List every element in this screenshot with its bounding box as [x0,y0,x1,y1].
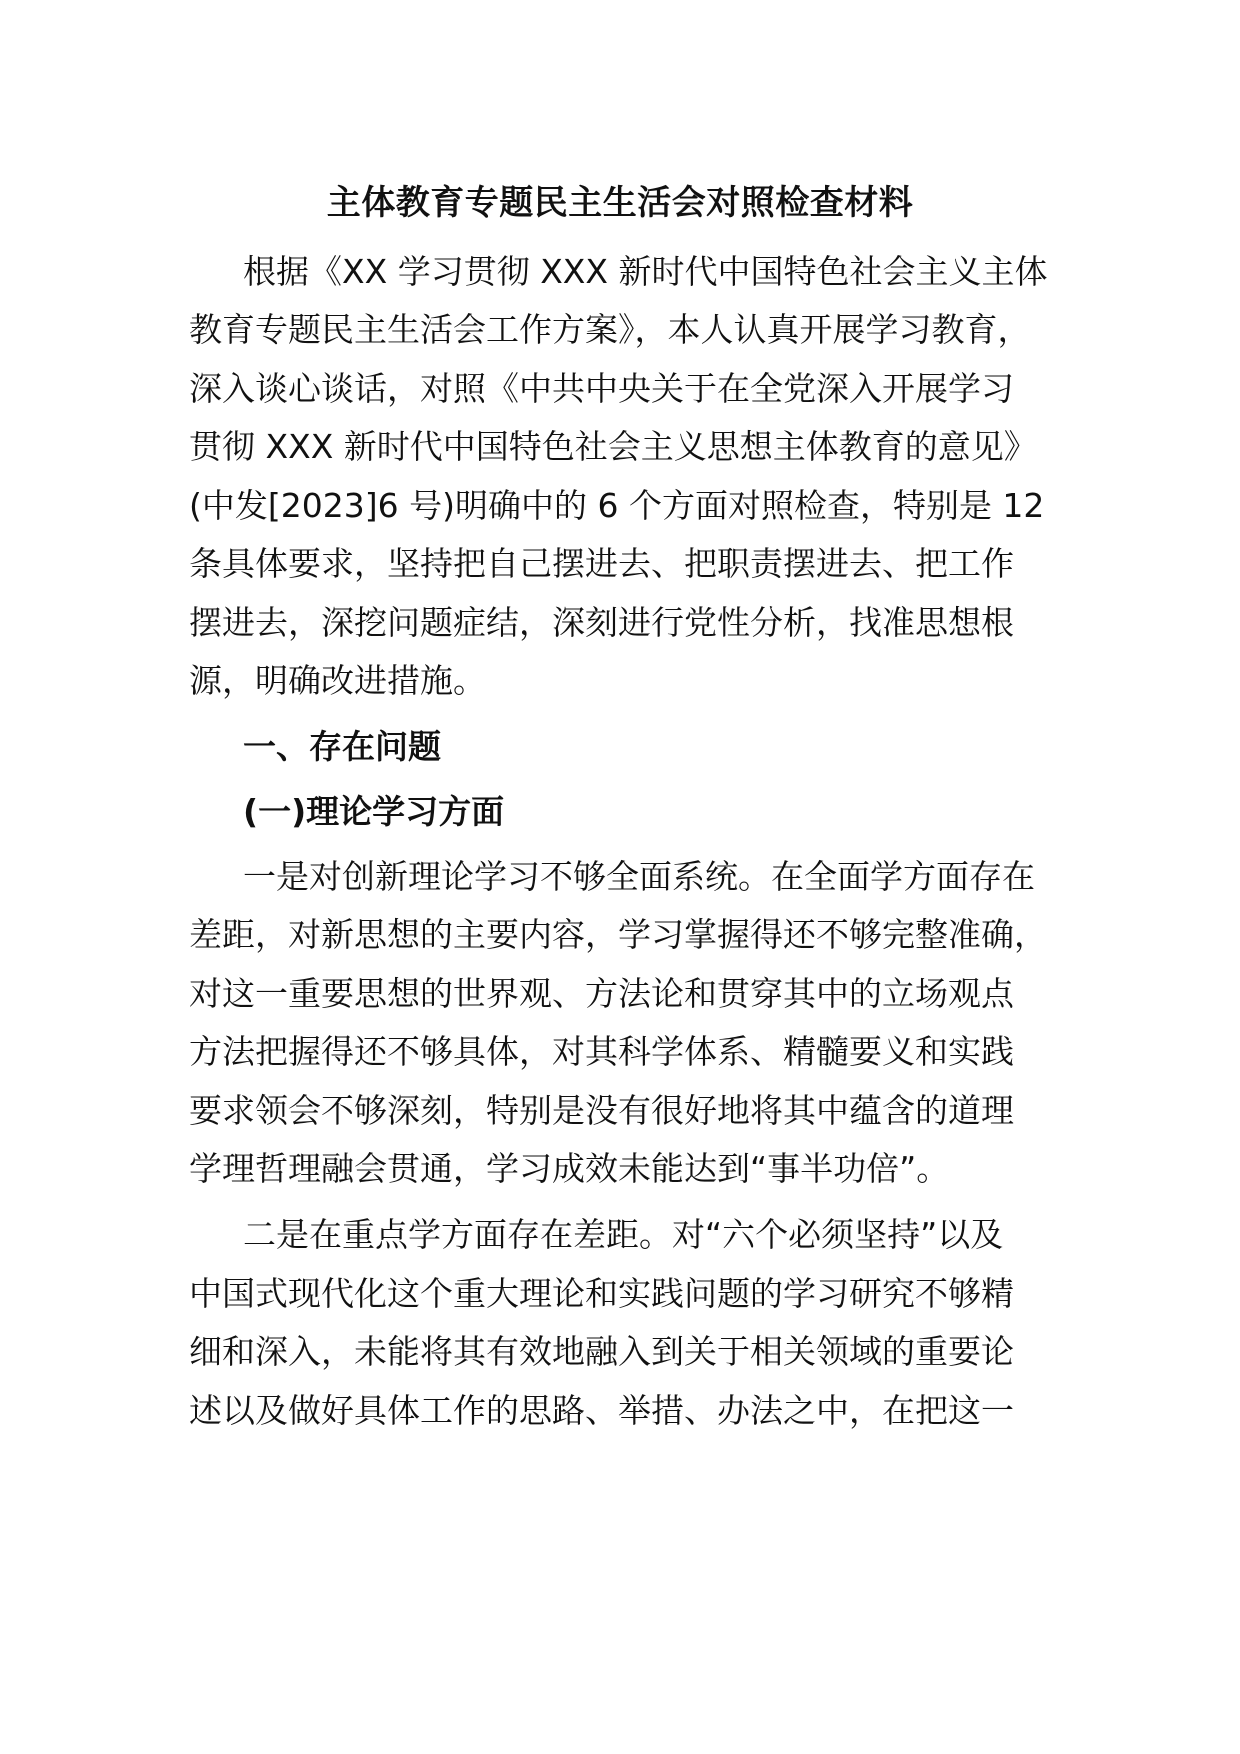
text-line: 细和深入，未能将其有效地融入到关于相关领域的重要论 [189,1332,1014,1371]
text-line: 条具体要求，坚持把自己摆进去、把职责摆进去、把工作 [189,544,1014,583]
text-line: 教育专题民主生活会工作方案》，本人认真开展学习教育， [189,310,1031,349]
text-line: 要求领会不够深刻，特别是没有很好地将其中蕴含的道理 [189,1091,1014,1130]
text-line: 源，明确改进措施。 [189,661,486,700]
text-line: 二是在重点学方面存在差距。对“六个必须坚持”以及 [243,1215,1004,1254]
text-line: 一是对创新理论学习不够全面系统。在全面学方面存在 [243,857,1035,896]
text-line: 方法把握得还不够具体，对其科学体系、精髓要义和实践 [189,1032,1014,1071]
subsection-heading: (一)理论学习方面 [243,792,505,831]
text-line: 贯彻 XXX 新时代中国特色社会主义思想主体教育的意见》 [189,427,1037,466]
text-line: 学理哲理融会贯通，学习成效未能达到“事半功倍”。 [189,1149,950,1188]
text-line: (中发[2023]6 号)明确中的 6 个方面对照检查，特别是 12 [189,486,1045,525]
section-heading: 一、存在问题 [243,727,441,766]
text-line: 深入谈心谈话，对照《中共中央关于在全党深入开展学习 [189,369,1014,408]
text-line: 对这一重要思想的世界观、方法论和贯穿其中的立场观点 [189,974,1014,1013]
text-line: 中国式现代化这个重大理论和实践问题的学习研究不够精 [189,1274,1014,1313]
document-title: 主体教育专题民主生活会对照检查材料 [326,183,914,223]
text-line: 差距，对新思想的主要内容，学习掌握得还不够完整准确， [189,915,1047,954]
text-line: 根据《XX 学习贯彻 XXX 新时代中国特色社会主义主体 [243,252,1048,291]
text-line: 述以及做好具体工作的思路、举措、办法之中，在把这一 [189,1391,1014,1430]
text-line: 摆进去，深挖问题症结，深刻进行党性分析，找准思想根 [189,603,1014,642]
